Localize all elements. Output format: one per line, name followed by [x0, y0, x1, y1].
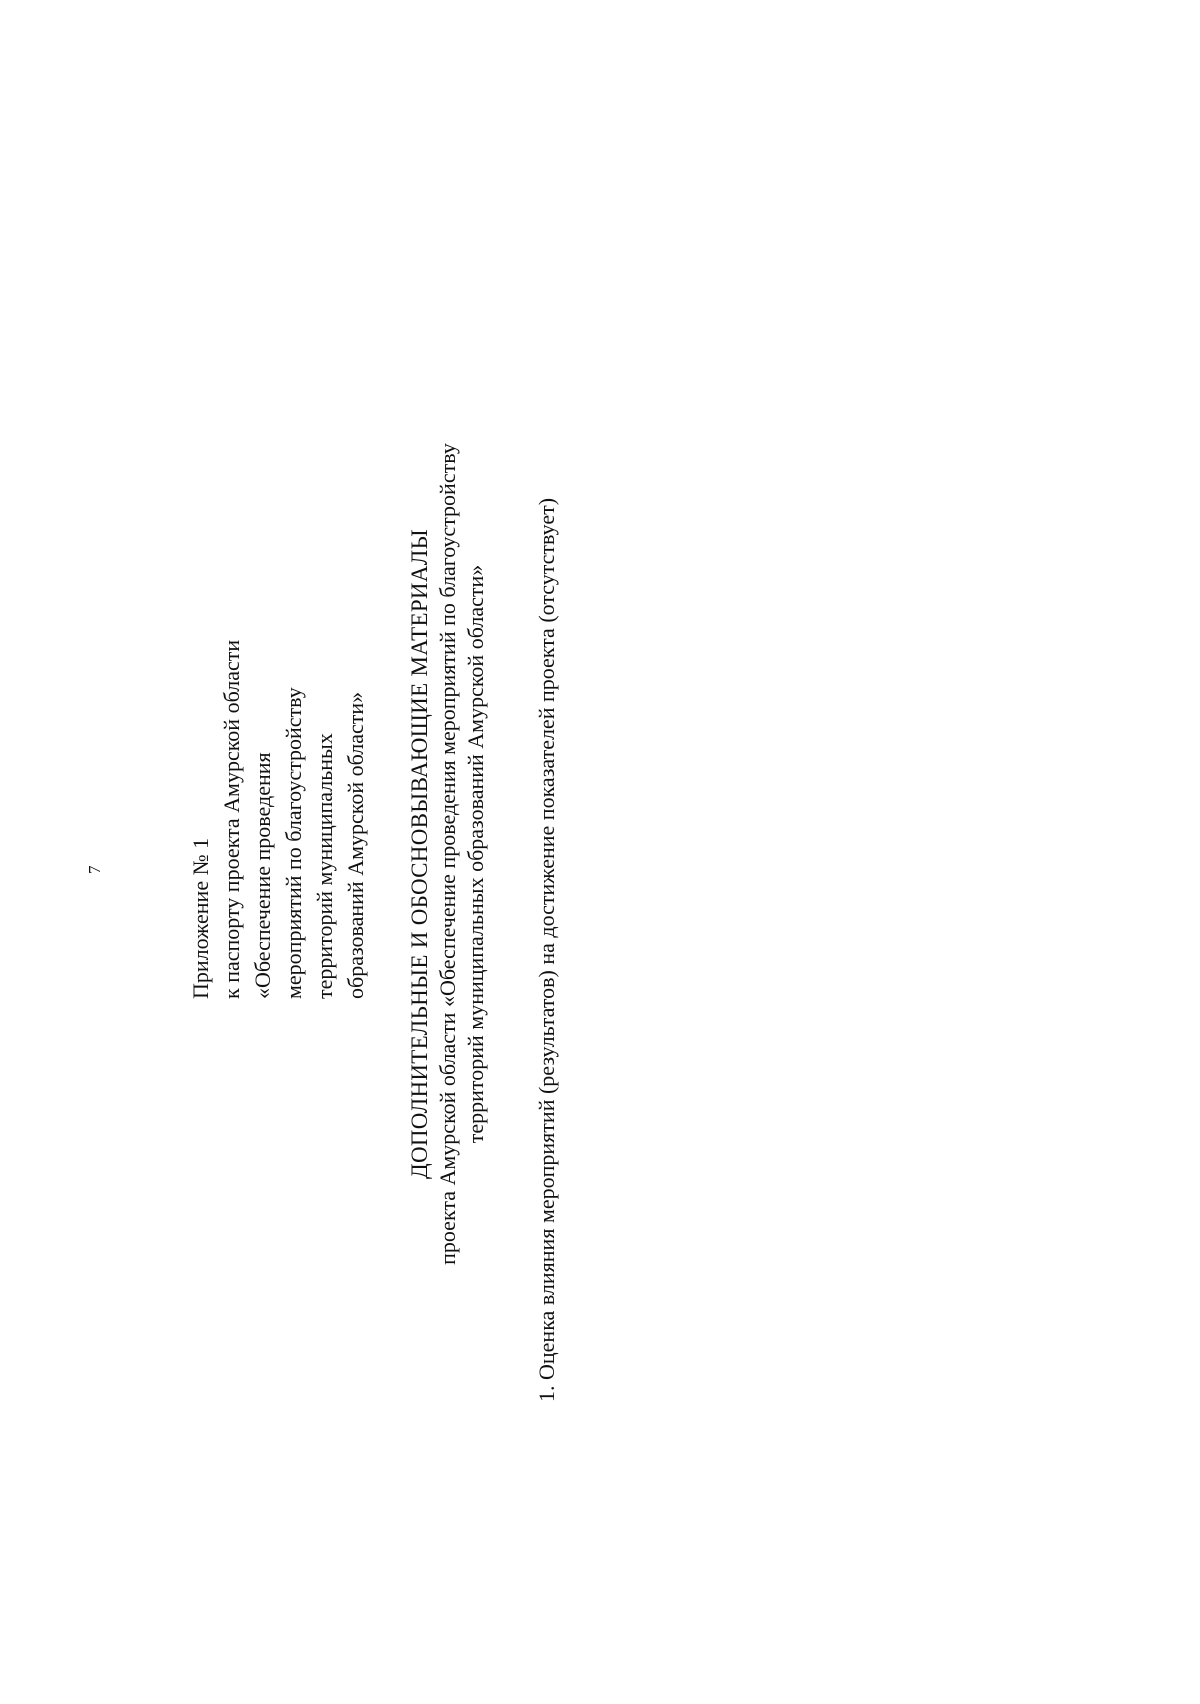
subtitle-line: проекта Амурской области «Обеспечение проведения мероприятий по благоустройству [435, 443, 460, 1265]
document-heading [406, 304, 490, 1404]
page-number: 7 [85, 865, 104, 874]
appendix-line: «Обеспечение проведения [250, 752, 275, 999]
appendix-line: территорий муниципальных [312, 733, 337, 999]
appendix-block [185, 529, 371, 999]
document-subtitle [434, 304, 490, 1404]
document-title: ДОПОЛНИТЕЛЬНЫЕ И ОБОСНОВЫВАЮЩИЕ МАТЕРИАЛЫ [407, 529, 432, 1179]
appendix-line: к паспорту проекта Амурской области [219, 639, 244, 999]
appendix-line: Приложение № 1 [188, 837, 213, 999]
subtitle-line: территорий муниципальных образований Амурской области» [463, 564, 488, 1144]
section-heading-1: 1. Оценка влияния мероприятий (результатов) на достижение показателей проекта (отсутствует) [534, 497, 559, 1402]
appendix-line: образований Амурской области» [343, 691, 368, 999]
appendix-line: мероприятий по благоустройству [281, 687, 306, 999]
